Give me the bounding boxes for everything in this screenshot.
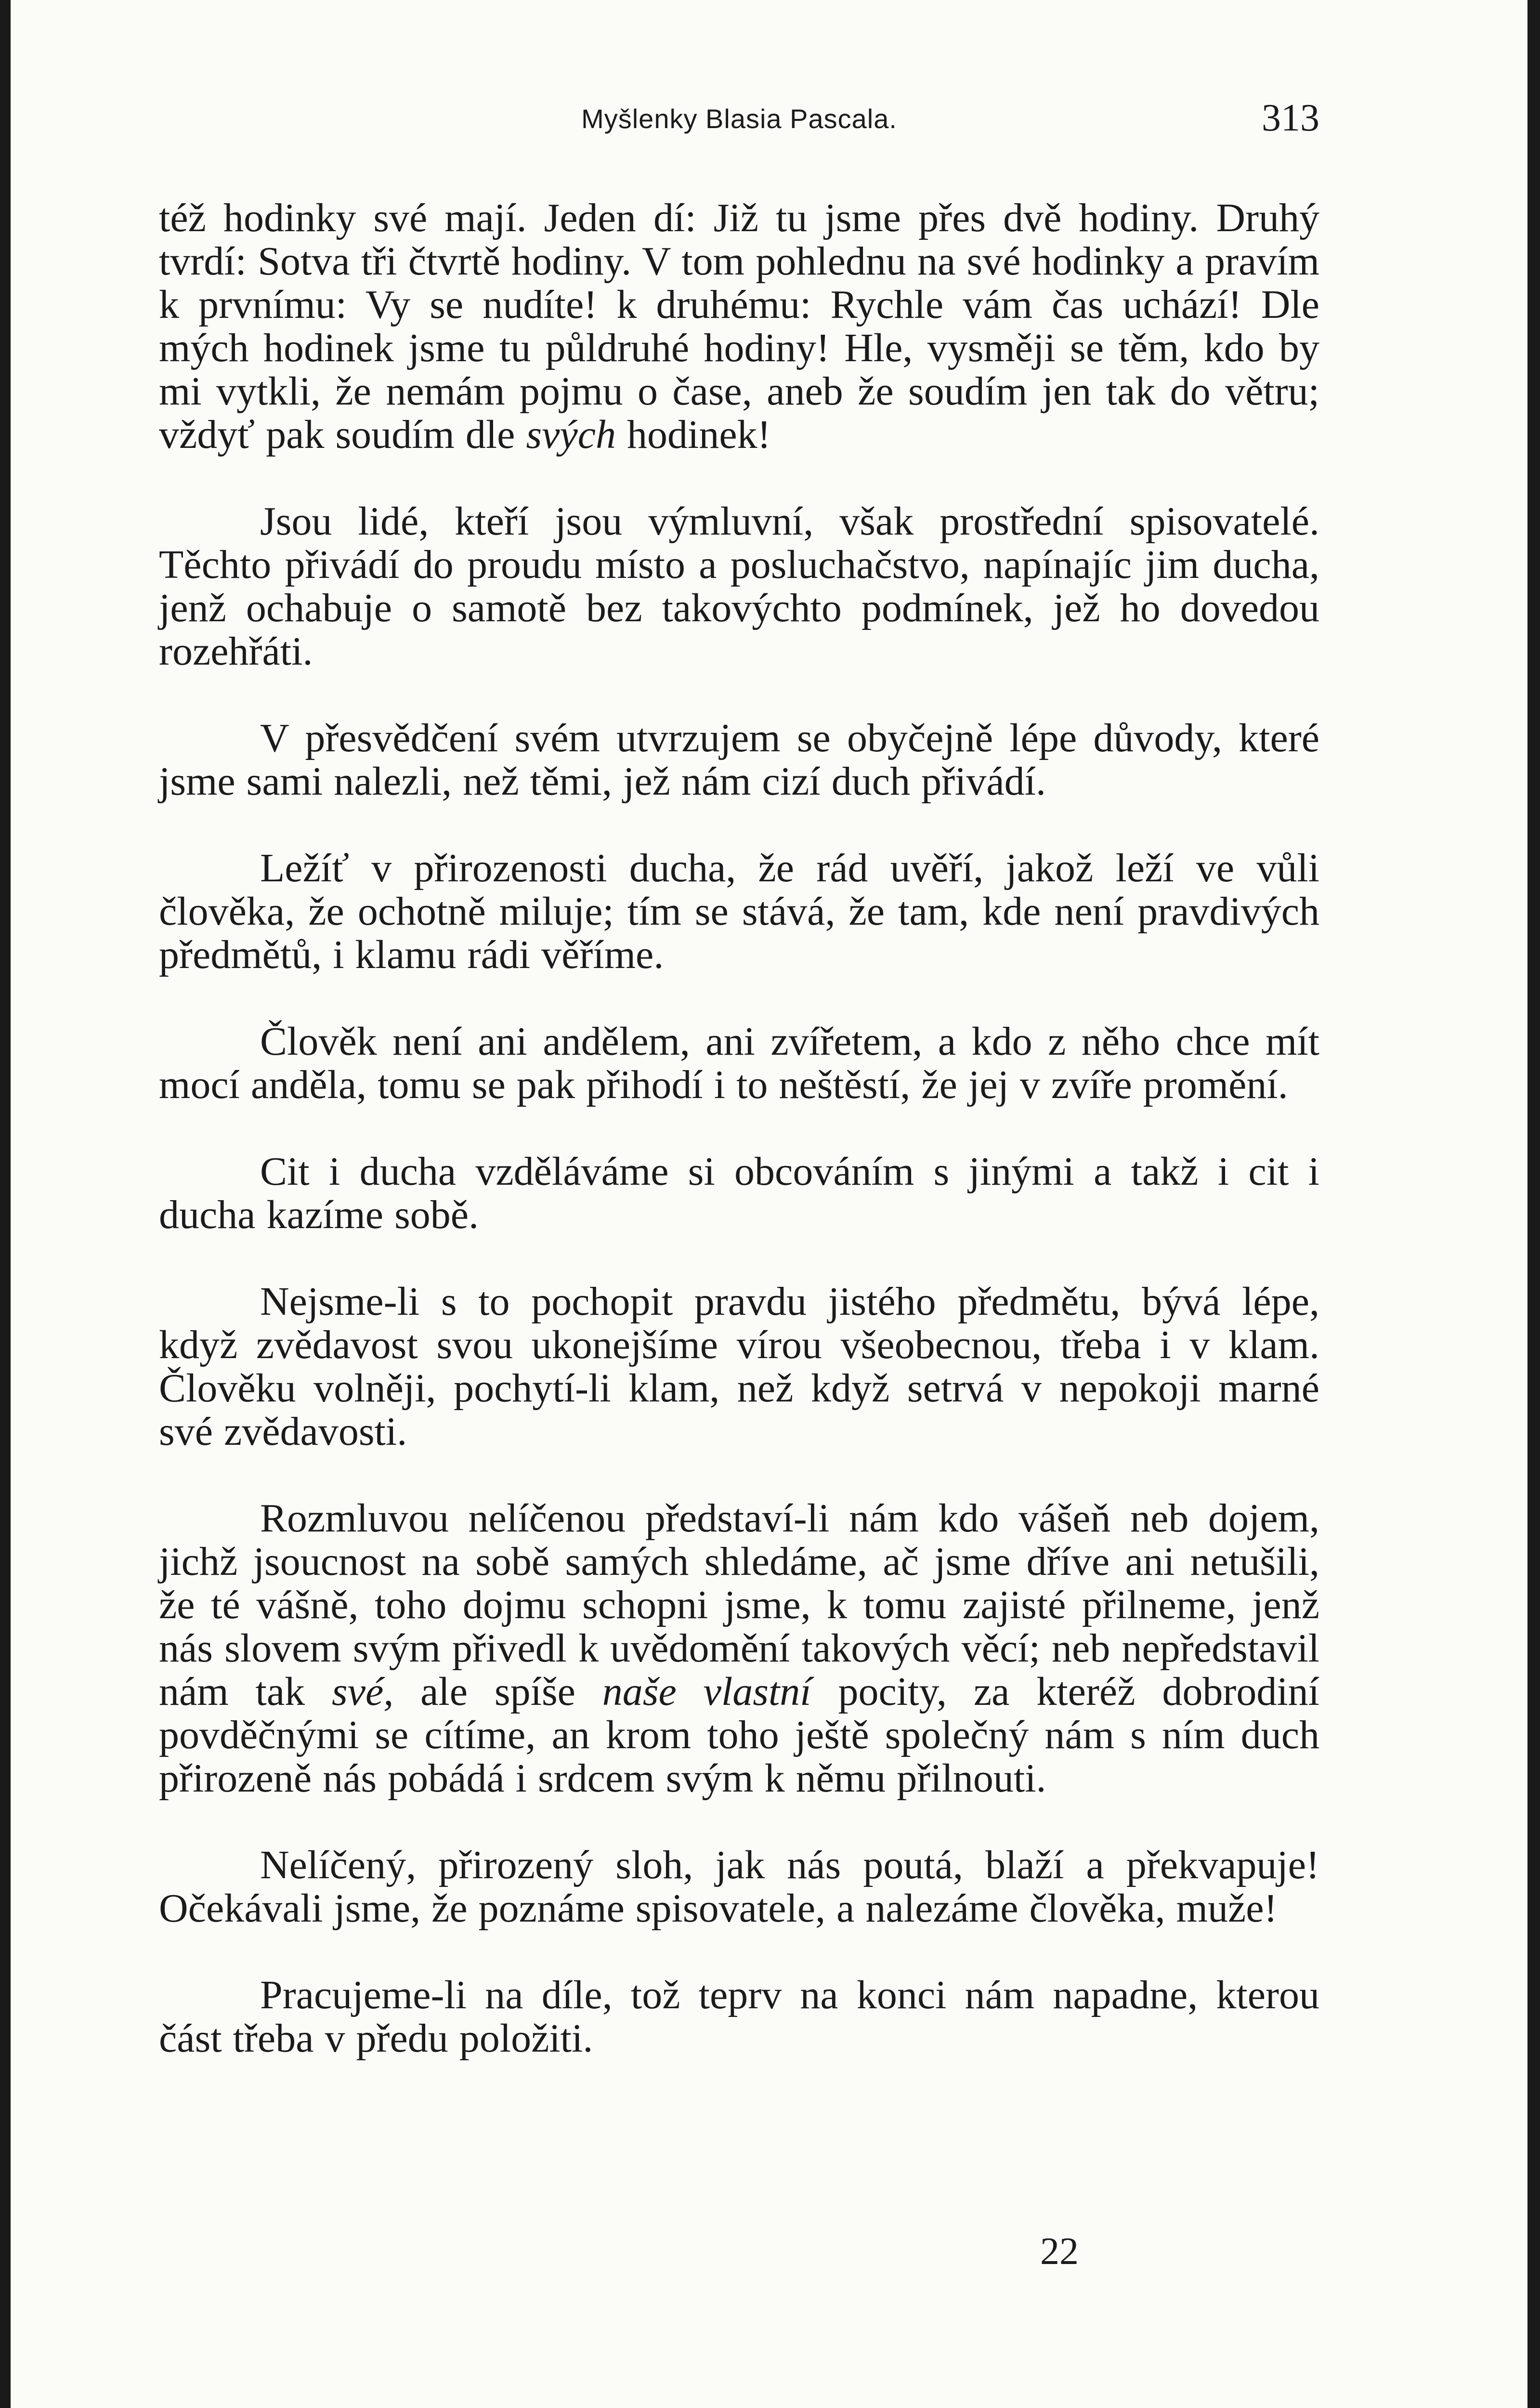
emphasis: své, xyxy=(332,1669,394,1714)
paragraph-5: Člověk není ani andělem, ani zvířetem, a kdo z něho chce mít mocí anděla, tomu se pak přihodí i to neštěstí, že jej v zvíře promění. xyxy=(159,1019,1319,1107)
paragraph-1: též hodinky své mají. Jeden dí: Již tu jsme přes dvě hodiny. Druhý tvrdí: Sotva tři čtvrtě hodiny. V tom pohlednu na své hodinky a pravím k prvnímu: Vy se nudíte! k druhému: Rychle vám čas uchází! Dle mých hodinek jsme tu půldruhé hodiny! Hle, vysměji se těm, kdo by mi vytkli, že nemám pojmu o čase, aneb že soudím jen tak do větru; vždyť pak soudím dle svých hodinek! xyxy=(159,196,1319,457)
scan-edge-left xyxy=(0,0,11,2408)
paragraph-8: Rozmluvou nelíčenou představí-li nám kdo vášeň neb dojem, jichž jsoucnost na sobě samých shledáme, ač jsme dříve ani netušili, že té vášně, toho dojmu schopni jsme, k tomu zajisté přilneme, jenž nás slovem svým přivedl k uvědomění takových věcí; neb nepředstavil nám tak své, ale spíše naše vlastní pocity, za kteréž dobrodiní povděčnými se cítíme, an krom toho ještě společný nám s ním duch přirozeně nás pobádá i srdcem svým k němu přilnouti. xyxy=(159,1496,1320,1801)
paragraph-4: Ležíť v přirozenosti ducha, že rád uvěří, jakož leží ve vůli člověka, že ochotně miluje; tím se stává, že tam, kde není pravdivých předmětů, i klamu rádi věříme. xyxy=(159,846,1319,977)
paragraph-10: Pracujeme-li na díle, tož teprv na konci nám napadne, kterou část třeba v předu položiti. xyxy=(159,1973,1319,2061)
emphasis: svých xyxy=(526,412,616,457)
paragraph-2: Jsou lidé, kteří jsou výmluvní, však prostřední spisovatelé. Těchto přivádí do proudu místo a posluchačstvo, napínajíc jim ducha, jenž ochabuje o samotě bez takovýchto podmínek, jež ho dovedou rozehřáti. xyxy=(159,499,1319,674)
running-head: Myšlenky Blasia Pascala. xyxy=(581,104,897,134)
emphasis: naše vlastní xyxy=(602,1669,811,1714)
scan-edge-right xyxy=(1527,0,1540,2408)
page-number: 313 xyxy=(1262,97,1319,139)
paragraph-3: V přesvědčení svém utvrzujem se obyčejně lépe důvody, které jsme sami nalezli, než těmi, jež nám cizí duch přivádí. xyxy=(159,716,1319,804)
paragraph-6: Cit i ducha vzděláváme si obcováním s jinými a takž i cit i ducha kazíme sobě. xyxy=(159,1149,1319,1237)
body-text xyxy=(159,196,1319,2104)
signature-mark: 22 xyxy=(1040,2230,1079,2273)
paragraph-9: Nelíčený, přirozený sloh, jak nás poutá, blaží a překvapuje! Očekávali jsme, že poznáme spisovatele, a nalezáme člověka, muže! xyxy=(159,1843,1319,1931)
page-header xyxy=(159,96,1319,154)
paragraph-7: Nejsme-li s to pochopit pravdu jistého předmětu, bývá lépe, když zvědavost svou ukonejšíme vírou všeobecnou, třeba i v klam. Člověku volněji, pochytí-li klam, než když setrvá v nepokoji marné své zvědavosti. xyxy=(159,1279,1319,1454)
